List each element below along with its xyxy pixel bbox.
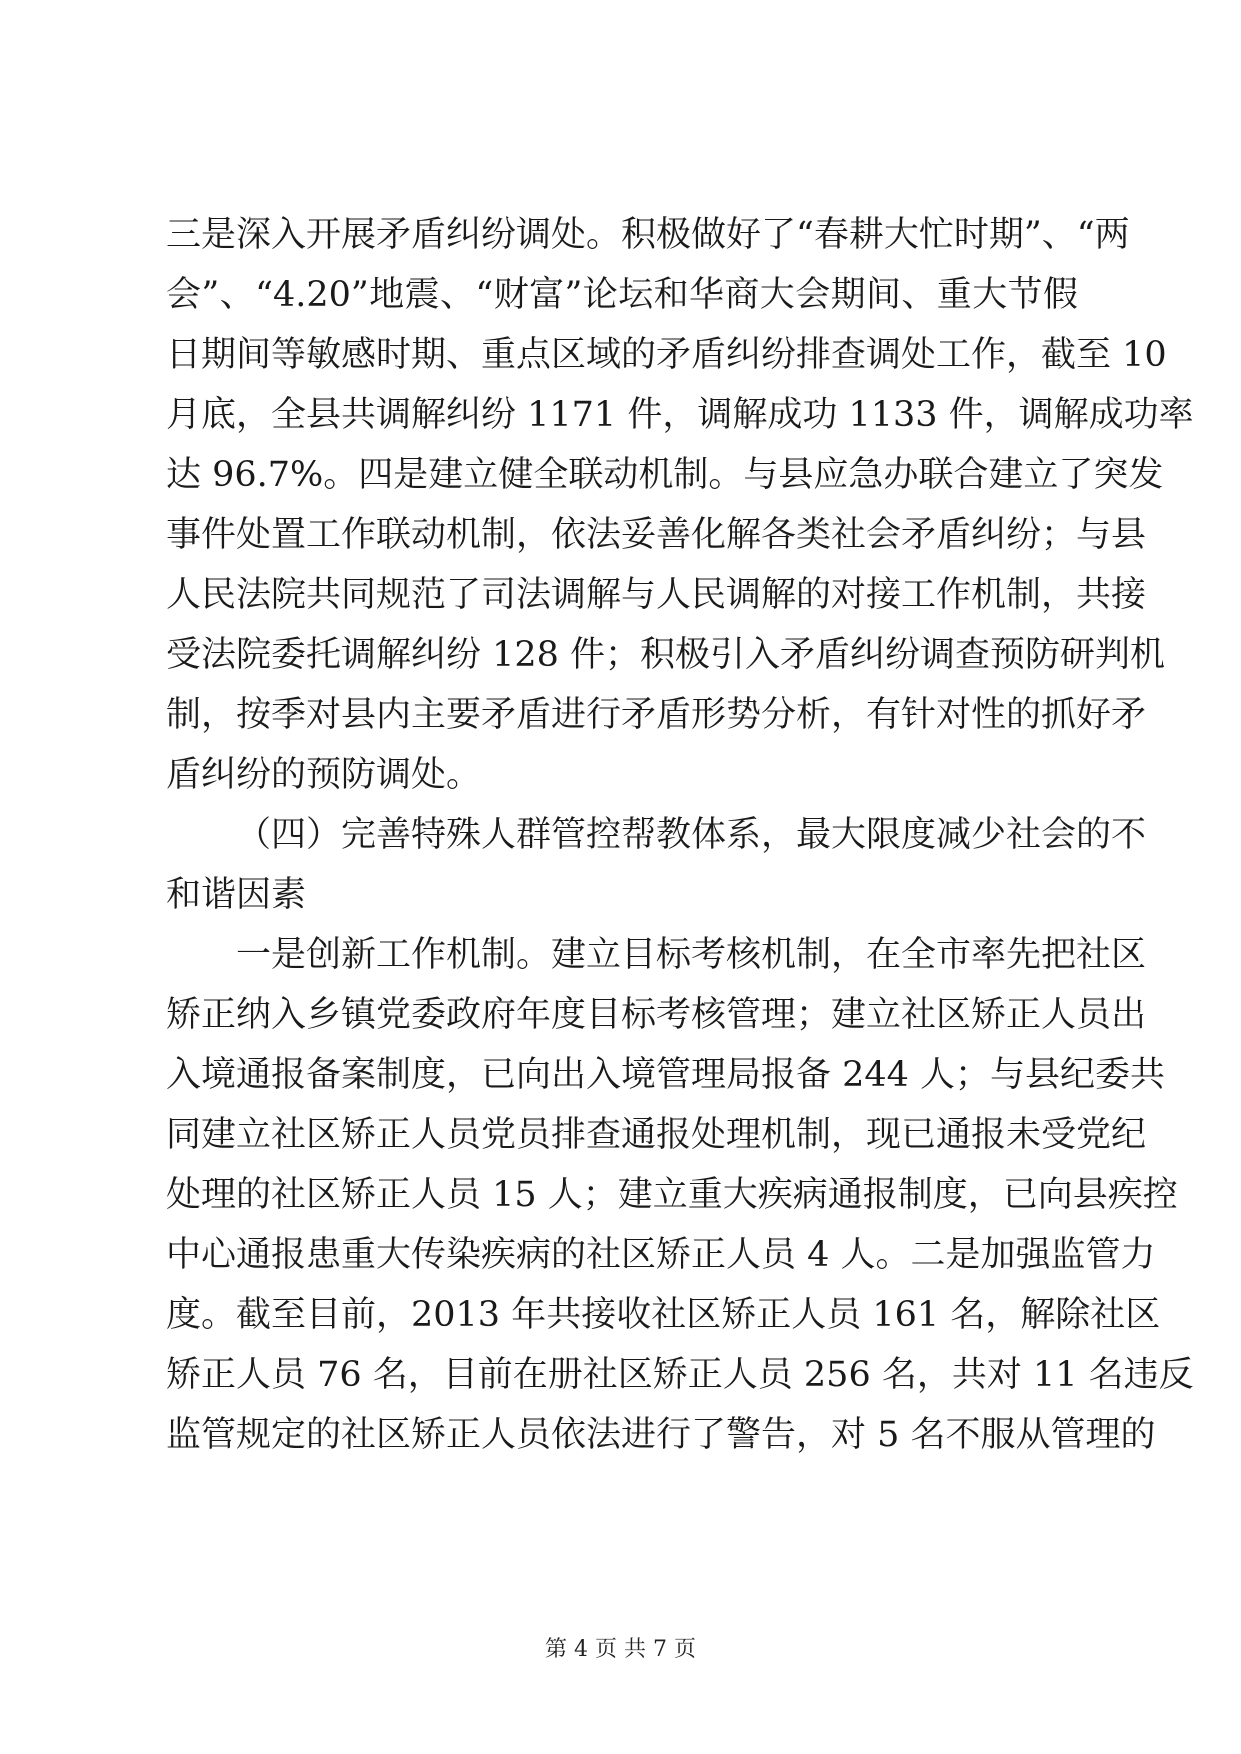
section-heading-4 xyxy=(166,805,1147,925)
document-body xyxy=(166,205,1194,1465)
text-line: 矫正人员 76 名，目前在册社区矫正人员 256 名，共对 11 名违反 xyxy=(166,1355,1194,1395)
text-line: 制，按季对县内主要矛盾进行矛盾形势分析，有针对性的抓好矛 xyxy=(166,695,1147,735)
text-line: 三是深入开展矛盾纠纷调处。积极做好了“春耕大忙时期”、“两 xyxy=(166,215,1130,255)
paragraph-mediation xyxy=(166,205,1194,805)
text-line: 入境通报备案制度，已向出入境管理局报备 244 人；与县纪委共 xyxy=(166,1055,1166,1095)
text-line: 矫正纳入乡镇党委政府年度目标考核管理；建立社区矫正人员出 xyxy=(166,995,1147,1035)
text-line: 处理的社区矫正人员 15 人；建立重大疾病通报制度，已向县疾控 xyxy=(166,1175,1178,1215)
text-line: 人民法院共同规范了司法调解与人民调解的对接工作机制，共接 xyxy=(166,575,1147,615)
text-line: 一是创新工作机制。建立目标考核机制，在全市率先把社区 xyxy=(236,935,1147,975)
heading-line: （四）完善特殊人群管控帮教体系，最大限度减少社会的不 xyxy=(236,815,1147,855)
text-line: 事件处置工作联动机制，依法妥善化解各类社会矛盾纠纷；与县 xyxy=(166,515,1147,555)
text-line: 达 96.7%。四是建立健全联动机制。与县应急办联合建立了突发 xyxy=(166,455,1164,495)
text-line: 中心通报患重大传染疾病的社区矫正人员 4 人。二是加强监管力 xyxy=(166,1235,1156,1275)
text-line: 日期间等敏感时期、重点区域的矛盾纠纷排查调处工作，截至 10 xyxy=(166,335,1167,375)
page-number-footer: 第 4 页 共 7 页 xyxy=(545,1637,696,1662)
heading-line: 和谐因素 xyxy=(166,875,307,915)
text-line: 监管规定的社区矫正人员依法进行了警告，对 5 名不服从管理的 xyxy=(166,1415,1156,1455)
text-line: 会”、“4.20”地震、“财富”论坛和华商大会期间、重大节假 xyxy=(166,275,1078,315)
text-line: 度。截至目前，2013 年共接收社区矫正人员 161 名，解除社区 xyxy=(166,1295,1161,1335)
text-line: 月底，全县共调解纠纷 1171 件，调解成功 1133 件，调解成功率 xyxy=(166,395,1194,435)
paragraph-correction xyxy=(166,925,1194,1465)
text-line: 受法院委托调解纠纷 128 件；积极引入矛盾纠纷调查预防研判机 xyxy=(166,635,1166,675)
text-line: 同建立社区矫正人员党员排查通报处理机制，现已通报未受党纪 xyxy=(166,1115,1147,1155)
text-line: 盾纠纷的预防调处。 xyxy=(166,755,482,795)
